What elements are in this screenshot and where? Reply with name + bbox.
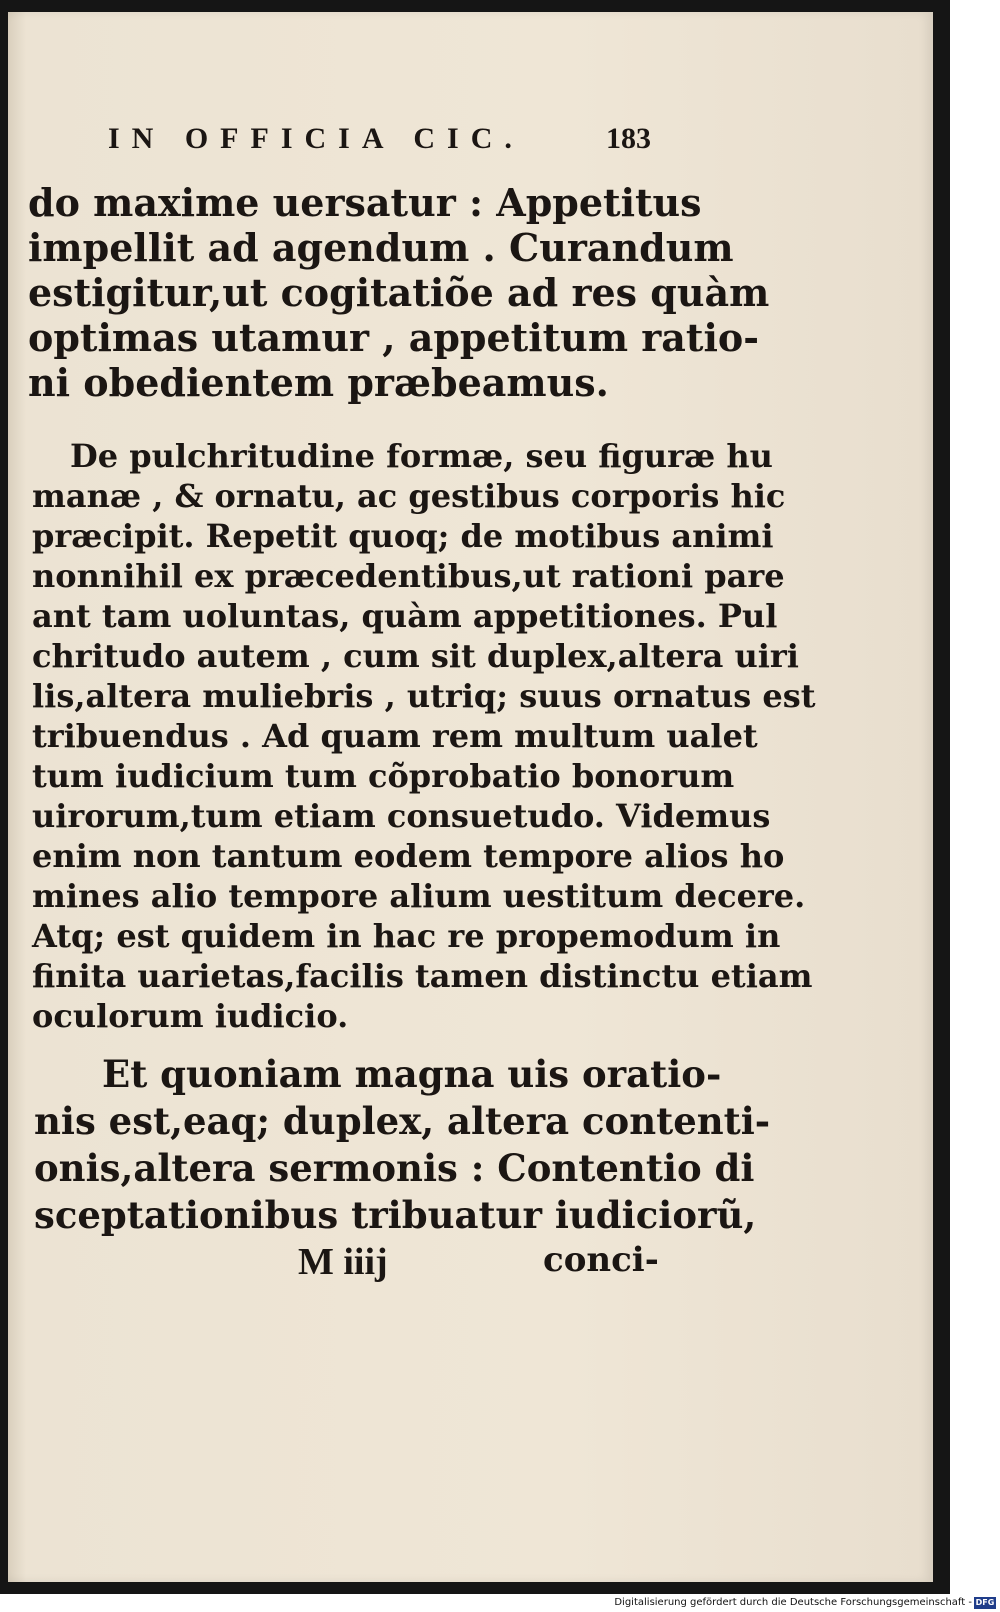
text-line: Et quoniam magna uis oratio- (102, 1052, 722, 1096)
text-line: sceptationibus tribuatur iudiciorũ, (34, 1193, 757, 1237)
book-page (8, 12, 933, 1582)
text-line: lis,altera muliebris , utriq; suus ornatus est (32, 677, 816, 715)
text-line: ni obedientem præbeamus. (28, 360, 609, 405)
dfg-logo-icon: DFG (975, 1598, 995, 1607)
digitization-credit: Digitalisierung gefördert durch die Deutsche Forschungsgemeinschaft - (614, 1597, 972, 1608)
text-line: tum iudicium tum cõprobatio bonorum (32, 757, 735, 795)
text-line: manæ , & ornatu, ac gestibus corporis hic (32, 477, 786, 515)
text-line: enim non tantum eodem tempore alios ho (32, 837, 785, 875)
text-line: do maxime uersatur : Appetitus (28, 180, 702, 225)
text-line: optimas utamur , appetitum ratio- (28, 315, 759, 360)
text-line: ant tam uoluntas, quàm appetitiones. Pul (32, 597, 778, 635)
text-line: tribuendus . Ad quam rem multum ualet (32, 717, 758, 755)
page-number: 183 (606, 122, 651, 155)
text-line: impellit ad agendum . Curandum (28, 225, 734, 270)
text-line: De pulchritudine formæ, seu figuræ hu (70, 437, 773, 475)
text-line: onis,altera sermonis : Contentio di (34, 1146, 755, 1190)
text-line: finita uarietas,facilis tamen distinctu etiam (32, 957, 813, 995)
text-line: uirorum,tum etiam consuetudo. Videmus (32, 797, 771, 835)
text-line: mines alio tempore alium uestitum decere. (32, 877, 806, 915)
text-line: oculorum iudicio. (32, 997, 349, 1035)
text-line: præcipit. Repetit quoq; de motibus animi (32, 517, 774, 555)
text-line: Atq; est quidem in hac re propemodum in (32, 917, 781, 955)
text-line: estigitur,ut cogitatiõe ad res quàm (28, 270, 770, 315)
catchword: conci- (543, 1240, 659, 1280)
signature-mark: M iiij (298, 1241, 388, 1283)
running-head-title: IN OFFICIA CIC. (108, 122, 524, 155)
text-line: chritudo autem , cum sit duplex,altera uiri (32, 637, 799, 675)
text-line: nis est,eaq; duplex, altera contenti- (34, 1099, 771, 1143)
text-line: nonnihil ex præcedentibus,ut rationi pare (32, 557, 785, 595)
